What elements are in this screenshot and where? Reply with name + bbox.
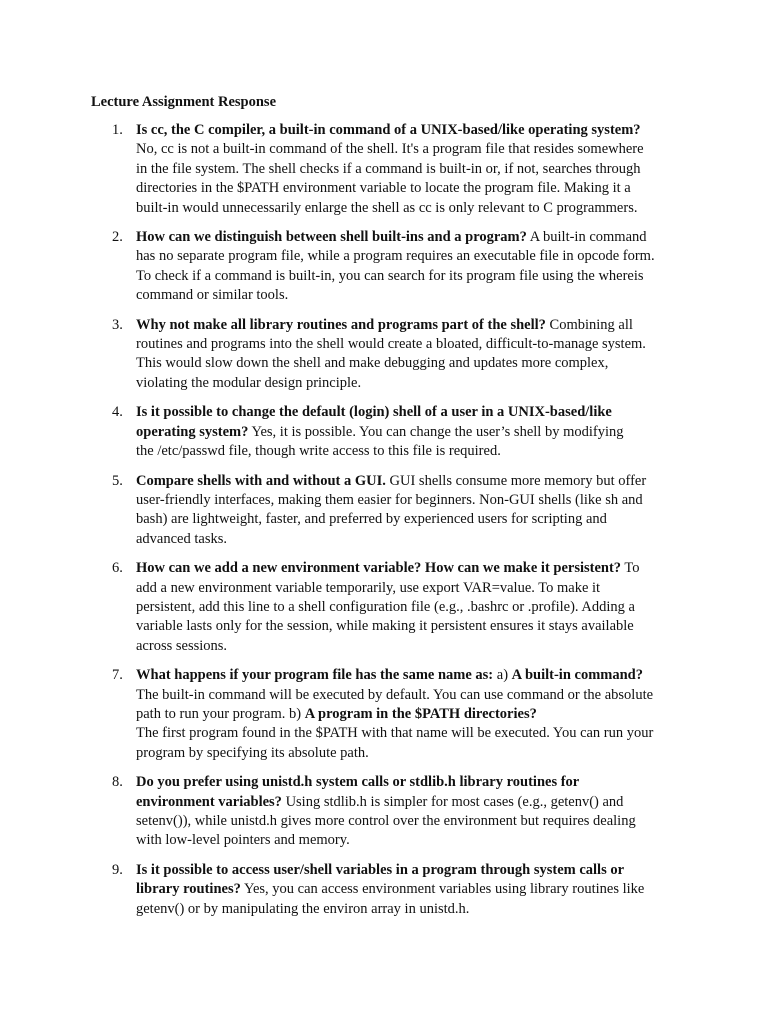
question-text: How can we distinguish between shell built-ins and a program? [136,229,527,246]
question-item [0,228,768,306]
question-item [0,403,768,461]
question-body [136,472,716,550]
document-title: Lecture Assignment Response [91,94,277,110]
answer-text: The built-in command will be executed by default. You can use command or the absolute [136,686,654,703]
answer-text: program by specifying its absolute path. [136,744,369,761]
answer-text: add a new environment variable temporarily, use export VAR=value. To make it [136,579,601,596]
question-text: Is it possible to change the default (login) shell of a user in a UNIX-based/like [136,404,612,421]
text-line [136,121,716,140]
answer-text: advanced tasks. [136,530,227,547]
answer-text: user-friendly interfaces, making them easier for beginners. Non-GUI shells (like sh and [136,491,643,508]
text-line [136,744,716,763]
question-number: 1. [112,122,123,138]
answer-text: Using stdlib.h is simpler for most cases (e.g., getenv() and [281,793,624,810]
answer-text: the /etc/passwd file, though write access to this file is required. [136,443,501,460]
text-line [136,199,716,218]
text-line [136,267,716,286]
question-number: 8. [112,774,123,791]
text-line [136,403,716,422]
answer-text: persistent, add this line to a shell configuration file (e.g., .bashrc or .profile). Adding a [136,598,635,615]
text-line [136,598,716,617]
question-item [0,316,768,394]
question-number: 2. [112,229,123,246]
text-line [136,491,716,510]
question-text: Why not make all library routines and programs part of the shell? [136,316,546,333]
text-line [136,861,716,880]
text-line [136,472,716,491]
question-number: 9. [112,861,123,878]
question-number: 3. [112,316,123,333]
text-line [136,374,716,393]
question-body [136,121,716,218]
answer-text: a) [493,667,512,684]
question-text: Compare shells with and without a GUI. [136,472,386,489]
question-number: 7. [112,667,123,684]
question-text: A program in the $PATH directories? [304,705,537,722]
answer-text: in the file system. The shell checks if a command is built-in or, if not, searches through [136,160,641,177]
text-line [136,793,716,812]
question-text: library routines? [136,881,241,898]
answer-text: GUI shells consume more memory but offer [385,472,647,489]
question-text: Is it possible to access user/shell variables in a program through system calls or [136,861,625,878]
question-item [0,861,768,919]
answer-text: variable lasts only for the session, while making it persistent ensures it stays available [136,618,634,635]
question-number: 6. [112,560,123,577]
question-item [0,121,768,218]
question-number: 5. [112,472,123,489]
text-line [136,354,716,373]
answer-text: A built-in command [526,229,647,246]
text-line [136,140,716,159]
answer-text: No, cc is not a built-in command of the shell. It's a program file that resides somewhere [136,141,644,158]
question-item [0,559,768,656]
question-text: Is cc, the C compiler, a built-in command of a UNIX-based/like operating system? [136,122,641,138]
text-line [136,228,716,247]
answer-text: Yes, it is possible. You can change the user’s shell by modifying [248,423,624,440]
answer-text: built-in would unnecessarily enlarge the shell as cc is only relevant to C programmers. [136,199,638,216]
text-line [136,724,716,743]
question-body [136,861,716,919]
question-body [136,559,716,656]
answer-text: The first program found in the $PATH with that name will be executed. You can run your [136,725,654,742]
question-text: environment variables? [136,793,282,810]
text-line [136,705,716,724]
question-text: A built-in command? [511,667,643,684]
text-line [136,880,716,899]
answer-text: This would slow down the shell and make debugging and updates more complex, [136,355,609,372]
text-line [136,530,716,549]
text-line [136,831,716,850]
question-item [0,666,768,763]
answer-text: Combining all [545,316,633,333]
answer-text: has no separate program file, while a program requires an executable file in opcode form. [136,248,655,265]
answer-text: To [621,560,640,577]
answer-text: violating the modular design principle. [136,374,362,391]
question-item [0,472,768,550]
question-list [0,121,768,929]
text-line [136,160,716,179]
text-line [136,900,716,919]
answer-text: command or similar tools. [136,287,289,304]
question-body [136,316,716,394]
text-line [136,666,716,685]
text-line [136,637,716,656]
answer-text: path to run your program. b) [136,705,305,722]
question-item [0,773,768,851]
answer-text: directories in the $PATH environment variable to locate the program file. Making it a [136,180,631,197]
text-line [136,812,716,831]
question-text: Do you prefer using unistd.h system calls or stdlib.h library routines for [136,774,580,791]
text-line [136,247,716,266]
text-line [136,686,716,705]
text-line [136,423,716,442]
answer-text: across sessions. [136,637,228,654]
answer-text: routines and programs into the shell would create a bloated, difficult-to-manage system. [136,336,646,353]
question-text: What happens if your program file has the same name as: [136,667,494,684]
question-text: How can we add a new environment variable? How can we make it persistent? [136,560,622,577]
question-number: 4. [112,404,123,421]
text-line [136,316,716,335]
text-line [136,559,716,578]
answer-text: getenv() or by manipulating the environ array in unistd.h. [136,900,470,917]
answer-text: setenv()), while unistd.h gives more control over the environment but requires dealing [136,813,636,829]
text-line [136,442,716,461]
text-line [136,335,716,354]
question-body [136,773,716,851]
question-body [136,403,716,461]
answer-text: Yes, you can access environment variables using library routines like [240,881,645,898]
answer-text: bash) are lightweight, faster, and preferred by experienced users for scripting and [136,511,607,528]
answer-text: with low-level pointers and memory. [136,832,350,849]
text-line [136,179,716,198]
answer-text: To check if a command is built-in, you can search for its program file using the whereis [136,267,644,284]
text-line [136,617,716,636]
text-line [136,286,716,305]
question-body [136,666,716,763]
text-line [136,579,716,598]
question-text: operating system? [136,423,249,440]
text-line [136,510,716,529]
text-line [136,773,716,792]
question-body [136,228,716,306]
